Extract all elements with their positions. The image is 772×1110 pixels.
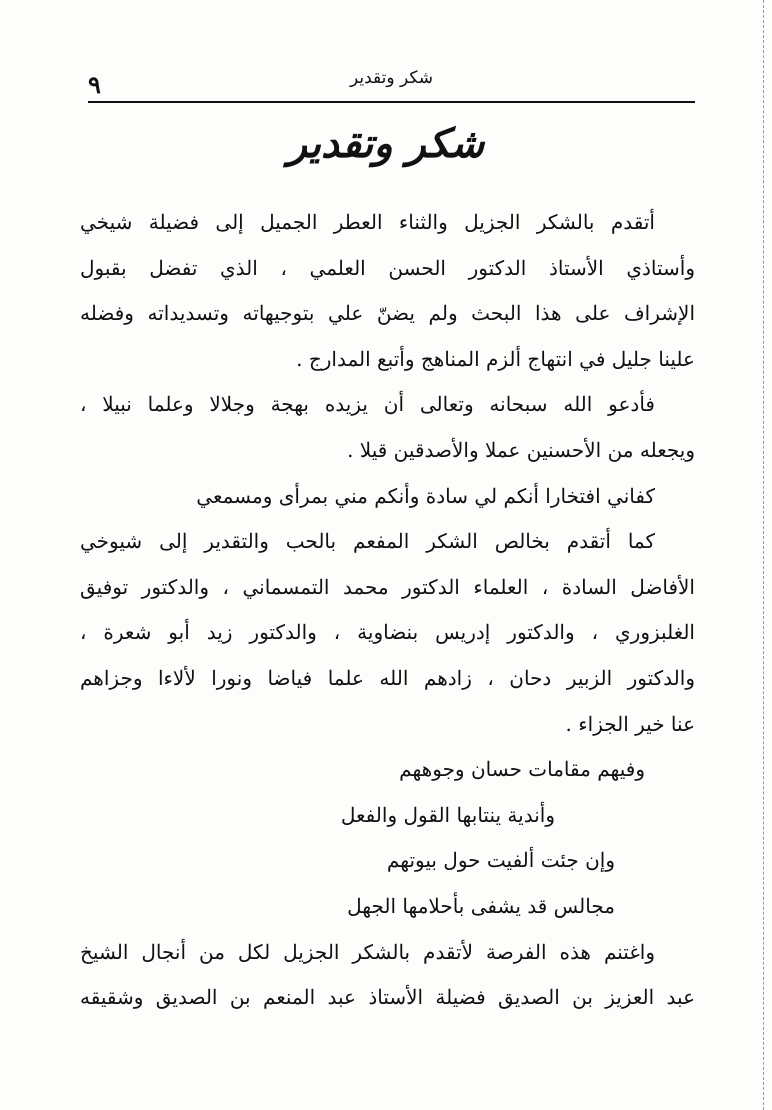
body-text (80, 200, 695, 1021)
page-number: ٩ (88, 70, 101, 99)
text-line: كما أتقدم بخالص الشكر المفعم بالحب والتقدير إلى شيوخي (80, 529, 655, 554)
text-line: عبد العزيز بن الصديق فضيلة الأستاذ عبد المنعم بن الصديق وشقيقه (80, 985, 695, 1010)
header-rule (88, 101, 695, 103)
heading-text: شكر وتقدير (287, 120, 485, 167)
verse-line: مجالس قد يشفى بأحلامها الجهل (347, 893, 615, 918)
page-header (88, 58, 695, 98)
text-line: وأستاذي الأستاذ الدكتور الحسن العلمي ، الذي تفضل بقبول (80, 255, 695, 280)
text-line: ويجعله من الأحسنين عملا والأصدقين قيلا . (347, 437, 695, 462)
text-line: والدكتور الزبير دحان ، زادهم الله علما فياضا ونورا لألاءا وجزاهم (80, 665, 695, 690)
text-line: عنا خير الجزاء . (565, 711, 695, 736)
verse-line: كفاني افتخارا أنكم لي سادة وأنكم مني بمرأى ومسمعي (196, 483, 655, 508)
text-line: فأدعو الله سبحانه وتعالى أن يزيده بهجة وجلالا وعلما نبيلا ، (80, 392, 655, 417)
text-line: الإشراف على هذا البحث ولم يضنّ علي بتوجيهاته وتسديداته وفضله (80, 301, 695, 326)
verse-line: وإن جئت ألفيت حول بيوتهم (386, 848, 615, 873)
verse-line: وفيهم مقامات حسان وجوههم (399, 757, 645, 782)
text-line: أتقدم بالشكر الجزيل والثناء العطر الجميل إلى فضيلة شيخي (80, 210, 655, 234)
text-line: الأفاضل السادة ، العلماء الدكتور محمد التمسماني ، والدكتور توفيق (80, 574, 695, 599)
running-title: شكر وتقدير (350, 68, 433, 88)
verse-line: وأندية ينتابها القول والفعل (340, 802, 555, 827)
text-line: الغلبزوري ، والدكتور إدريس بنضاوية ، والدكتور زيد أبو شعرة ، (80, 620, 695, 645)
section-heading (0, 120, 772, 167)
calligraphic-heading (288, 120, 484, 167)
text-line: واغتنم هذه الفرصة لأتقدم بالشكر الجزيل لكل من أنجال الشيخ (80, 939, 655, 964)
text-line: علينا جليل في انتهاج ألزم المناهج وأتبع المدارج . (296, 346, 695, 371)
